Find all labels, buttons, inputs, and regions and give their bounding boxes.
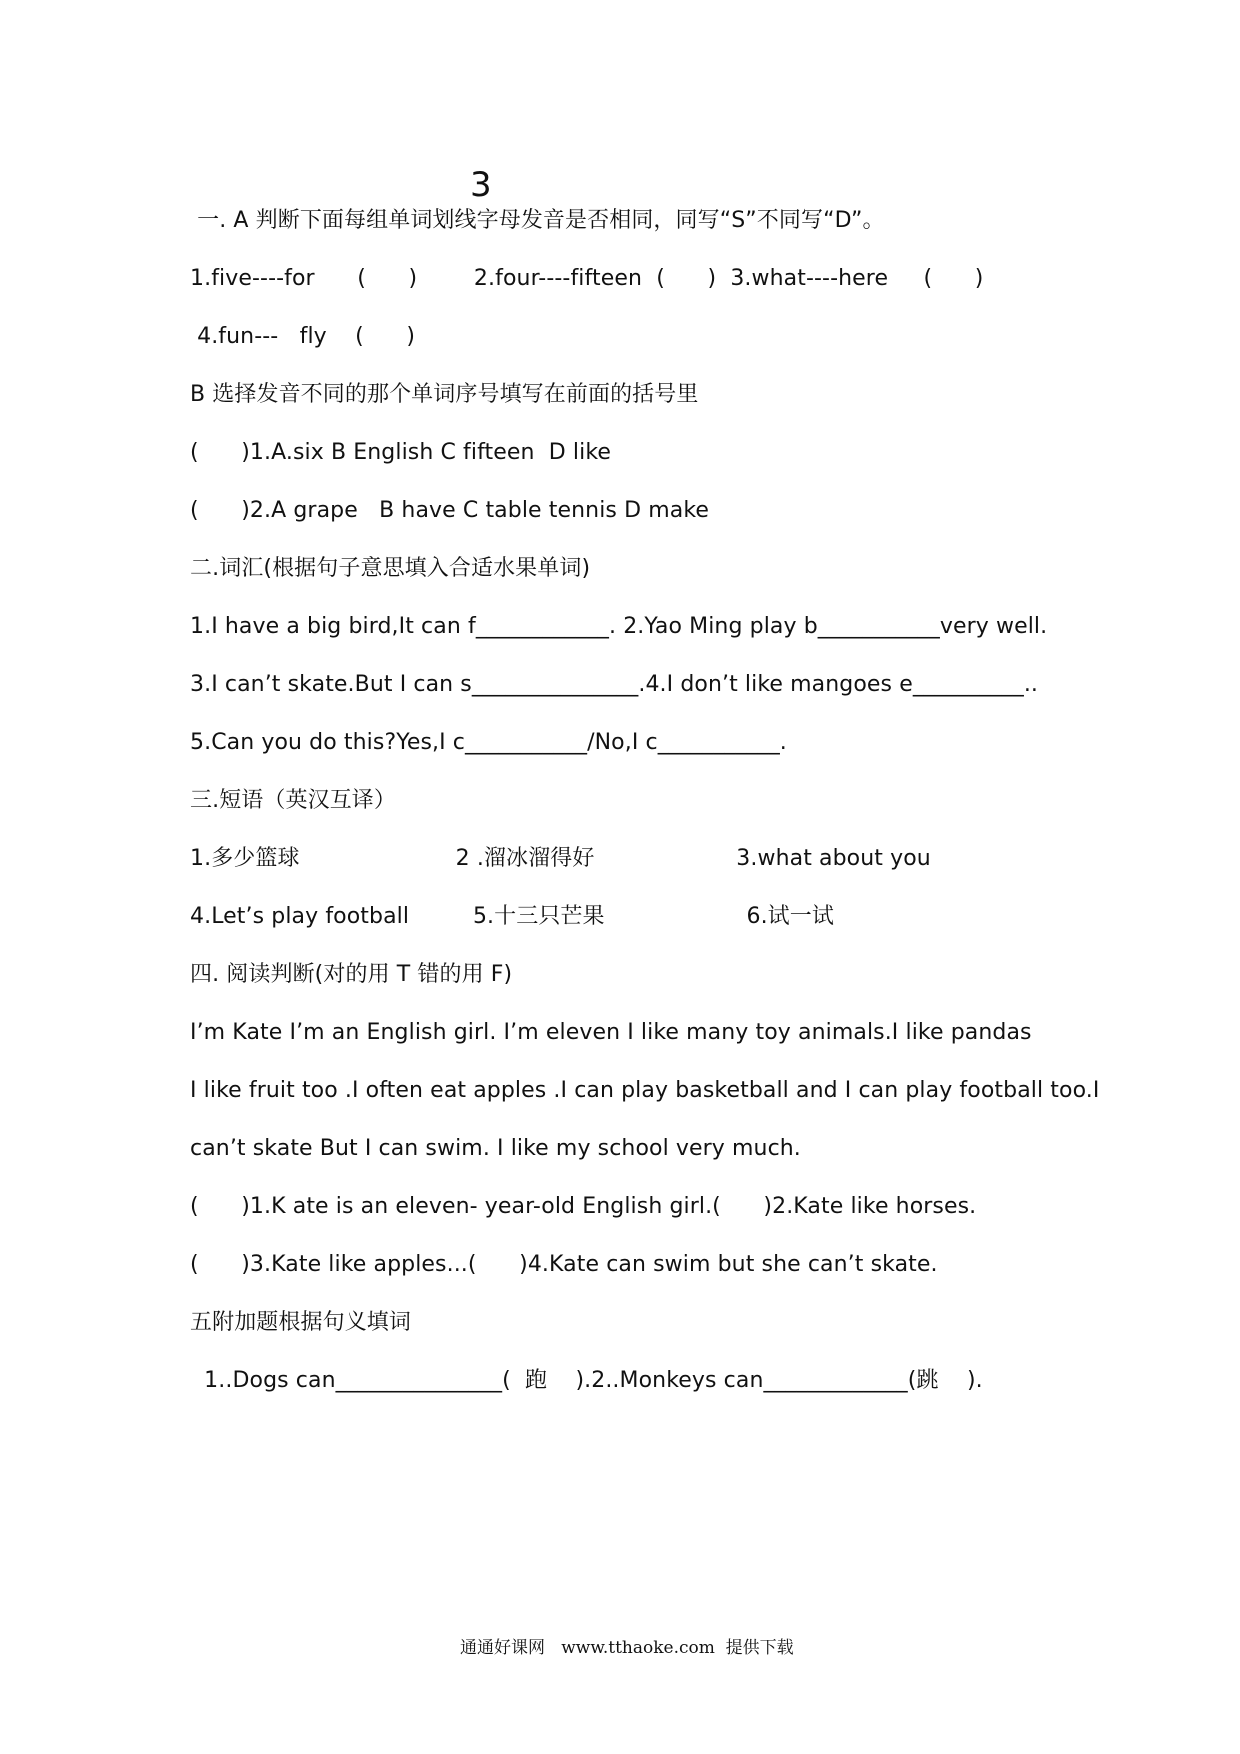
section-1b-heading: B 选择发音不同的那个单词序号填写在前面的括号里 [190,382,699,407]
section-3-heading: 三.短语（英汉互译） [190,788,396,813]
section-2-heading: 二.词汇(根据句子意思填入合适水果单词) [190,556,591,581]
question-line: 5.Can you do this?Yes,I c___________/No,I c___________. [190,730,787,755]
question-line: 1.I have a big bird,It can f____________. 2.Yao Ming play b___________very well. [190,614,1048,639]
question-line: 1.多少篮球 2 .溜冰溜得好 3.what about you [190,846,931,871]
reading-passage-line: can’t skate But I can swim. I like my school very much. [190,1136,801,1161]
question-line: 4.Let’s play football 5.十三只芒果 6.试一试 [190,904,834,929]
footer-credit: 通通好课网 www.tthaoke.com 提供下载 [460,1638,794,1658]
question-line: ( )1.K ate is an eleven- year-old English girl.( )2.Kate like horses. [190,1194,977,1219]
reading-passage-line: I like fruit too .I often eat apples .I can play basketball and I can play football too.I [190,1078,1100,1103]
question-line: 4.fun--- fly ( ) [190,324,416,349]
reading-passage-line: I’m Kate I’m an English girl. I’m eleven I like many toy animals.I like pandas [190,1020,1032,1045]
section-4-heading: 四. 阅读判断(对的用 T 错的用 F) [190,962,513,987]
page-title: 3 [470,165,492,205]
question-line: ( )3.Kate like apples...( )4.Kate can swim but she can’t skate. [190,1252,938,1277]
question-line: 3.I can’t skate.But I can s_______________.4.I don’t like mangoes e__________.. [190,672,1039,697]
section-1-heading: 一. A 判断下面每组单词划线字母发音是否相同，同写“S”不同写“D”。 [190,208,885,233]
section-5-heading: 五附加题根据句义填词 [190,1310,412,1335]
question-line: ( )2.A grape B have C table tennis D make [190,498,710,523]
question-line: 1..Dogs can_______________( 跑 ).2..Monkeys can_____________(跳 ). [190,1368,983,1393]
question-line: ( )1.A.six B English C fifteen D like [190,440,612,465]
question-line: 1.five----for ( ) 2.four----fifteen ( ) 3.what----here ( ) [190,266,984,291]
